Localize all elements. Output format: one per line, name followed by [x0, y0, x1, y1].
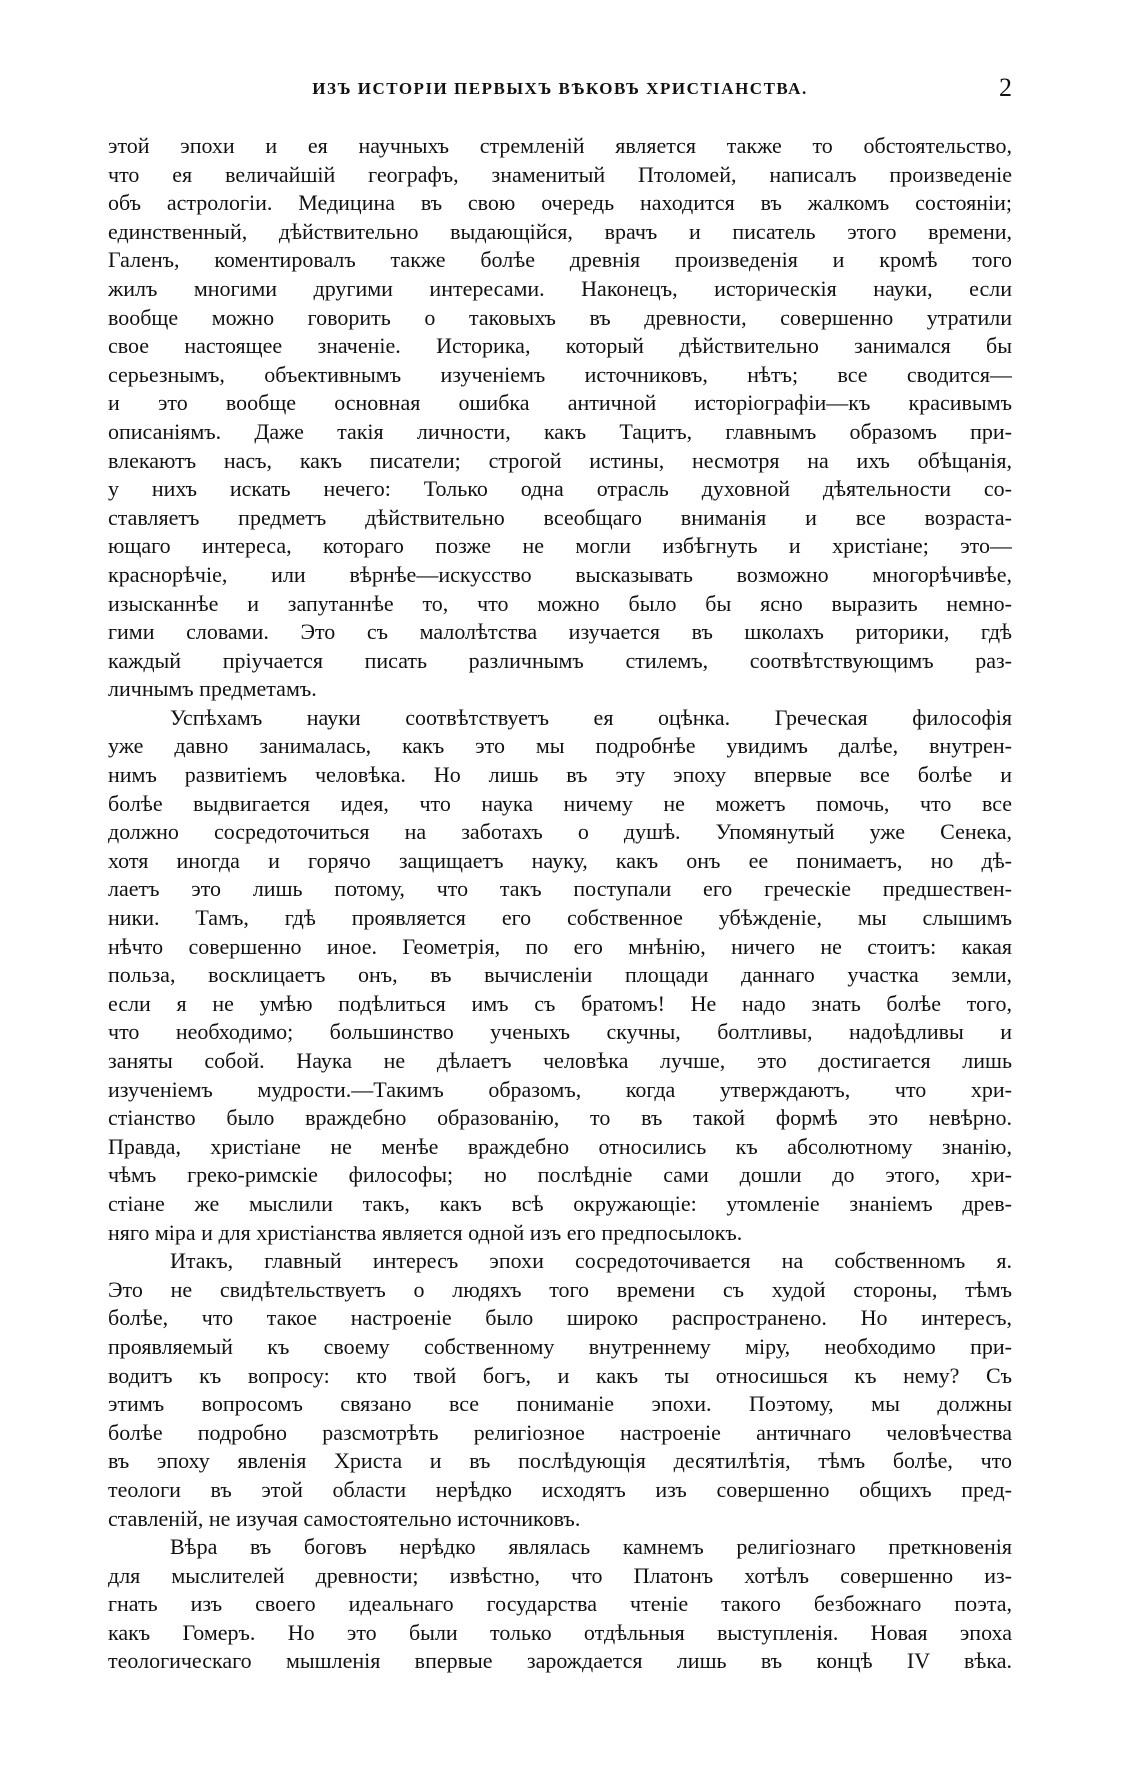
- text-line: свое настоящее значеніе. Историка, который дѣйствительно занимался бы: [108, 333, 1012, 359]
- text-line: что необходимо; большинство ученыхъ скучны, болтливы, надоѣдливы и: [108, 1019, 1012, 1045]
- text-line: для мыслителей древности; извѣстно, что Платонъ хотѣлъ совершенно из-: [108, 1562, 1012, 1588]
- text-line: проявляемый къ своему собственному внутреннему міру, необходимо при-: [108, 1333, 1012, 1359]
- body-text: [108, 132, 1012, 1676]
- text-line: ники. Тамъ, гдѣ проявляется его собственное убѣжденіе, мы слышимъ: [108, 905, 1012, 931]
- text-line: вообще можно говорить о таковыхъ въ древности, совершенно утратили: [108, 304, 1012, 330]
- text-line: хотя иногда и горячо защищаетъ науку, какъ онъ ее понимаетъ, но дѣ-: [108, 847, 1012, 873]
- text-line: нѣчто совершенно иное. Геометрія, по его мнѣнію, ничего не стоитъ: какая: [108, 933, 1012, 959]
- paragraph-1: [108, 132, 1012, 704]
- text-line: гнать изъ своего идеальнаго государства чтеніе такого безбожнаго поэта,: [108, 1591, 1012, 1617]
- paragraph-2: [108, 704, 1012, 1247]
- text-line: ставленій, не изучая самостоятельно источниковъ.: [108, 1505, 581, 1531]
- page-number: 2: [999, 73, 1012, 102]
- text-line: этимъ вопросомъ связано все пониманіе эпохи. Поэтому, мы должны: [108, 1391, 1012, 1417]
- text-line: водитъ къ вопросу: кто твой богъ, и какъ ты относишься къ нему? Съ: [108, 1362, 1012, 1388]
- text-line: Это не свидѣтельствуетъ о людяхъ того времени съ худой стороны, тѣмъ: [108, 1276, 1012, 1302]
- paragraph-3: [108, 1247, 1012, 1533]
- text-line: уже давно занималась, какъ это мы подробнѣе увидимъ далѣе, внутрен-: [108, 733, 1012, 759]
- text-line: Правда, христiане не менѣе враждебно относились къ абсолютному знанію,: [108, 1133, 1012, 1159]
- text-line: у нихъ искать нечего: Только одна отрасль духовной дѣятельности со-: [108, 476, 1012, 502]
- text-line: ставляетъ предметъ дѣйствительно всеобщаго вниманія и все возраста-: [108, 504, 1012, 530]
- text-line: чѣмъ греко-римскіе философы; но послѣдніе сами дошли до этого, хри-: [108, 1162, 1012, 1188]
- text-line: Вѣра въ боговъ нерѣдко являлась камнемъ религіознаго преткновенія: [170, 1534, 1012, 1560]
- running-title: ИЗЪ ИСТОРІИ ПЕРВЫХЪ ВѢКОВЪ ХРИСТІАНСТВА.: [312, 79, 808, 98]
- text-line: Успѣхамъ науки соотвѣтствуетъ ея оцѣнка. Греческая философія: [170, 704, 1012, 730]
- text-line: личнымъ предметамъ.: [108, 676, 317, 702]
- text-line: польза, восклицаетъ онъ, въ вычисленіи площади даннаго участка земли,: [108, 962, 1012, 988]
- text-line: и это вообще основная ошибка античной исторіографіи—къ красивымъ: [108, 390, 1012, 416]
- text-line: если я не умѣю подѣлиться имъ съ братомъ! Не надо знать болѣе того,: [108, 990, 1012, 1016]
- text-line: болѣе, что такое настроеніе было широко распространено. Но интересъ,: [108, 1305, 1012, 1331]
- text-line: что ея величайшій географъ, знаменитый Птоломей, написалъ произведеніе: [108, 161, 1012, 187]
- text-line: болѣе подробно разсмотрѣть религіозное настроеніе античнаго человѣчества: [108, 1419, 1012, 1445]
- text-line: какъ Гомеръ. Но это были только отдѣльныя выступленія. Новая эпоха: [108, 1619, 1012, 1645]
- text-line: въ эпоху явленія Христа и въ послѣдующія десятилѣтія, тѣмъ болѣе, что: [108, 1448, 1012, 1474]
- text-line: Итакъ, главный интересъ эпохи сосредоточивается на собственномъ я.: [170, 1248, 1012, 1274]
- text-line: объ астрологіи. Медицина въ свою очередь находится въ жалкомъ состояніи;: [108, 190, 1012, 216]
- text-line: няго міра и для христiанства является одной изъ его предпосылокъ.: [108, 1219, 743, 1245]
- text-line: серьезнымъ, объективнымъ изученіемъ источниковъ, нѣтъ; все сводится—: [108, 361, 1012, 387]
- text-line: изысканнѣе и запутаннѣе то, что можно было бы ясно выразить немно-: [108, 590, 1012, 616]
- text-line: изученіемъ мудрости.—Такимъ образомъ, когда утверждаютъ, что хри-: [108, 1076, 1012, 1102]
- paragraph-4: [108, 1533, 1012, 1676]
- text-line: Галенъ, коментировалъ также болѣе древнія произведенія и кромѣ того: [108, 247, 1012, 273]
- text-line: описаніямъ. Даже такія личности, какъ Тацитъ, главнымъ образомъ при-: [108, 418, 1012, 444]
- text-line: должно сосредоточиться на заботахъ о душѣ. Упомянутый уже Сенека,: [108, 819, 1012, 845]
- text-line: стіанство было враждебно образованію, то въ такой формѣ это невѣрно.: [108, 1105, 1012, 1131]
- running-head: [108, 73, 1012, 102]
- text-line: единственный, дѣйствительно выдающійся, врачъ и писатель этого времени,: [108, 218, 1012, 244]
- text-line: жилъ многими другими интересами. Наконецъ, историческія науки, если: [108, 275, 1012, 301]
- text-line: гими словами. Это съ малолѣтства изучается въ школахъ риторики, гдѣ: [108, 619, 1012, 645]
- text-line: влекаютъ насъ, какъ писатели; строгой истины, несмотря на ихъ обѣщанія,: [108, 447, 1012, 473]
- text-line: заняты собой. Наука не дѣлаетъ человѣка лучше, это достигается лишь: [108, 1048, 1012, 1073]
- text-line: краснорѣчіе, или вѣрнѣе—искусство высказывать возможно многорѣчивѣе,: [108, 561, 1012, 587]
- text-line: ющаго интереса, котораго позже не могли избѣгнуть и христiане; это—: [108, 533, 1012, 559]
- text-line: болѣе выдвигается идея, что наука ничему не можетъ помочь, что все: [108, 790, 1012, 816]
- text-line: стіане же мыслили такъ, какъ всѣ окружающіе: утомленіе знаніемъ древ-: [108, 1190, 1012, 1216]
- text-line: лаетъ это лишь потому, что такъ поступали его греческіе предшествен-: [108, 876, 1012, 902]
- text-line: теологическаго мышленія впервые зарождается лишь въ концѣ IV вѣка.: [108, 1648, 1012, 1674]
- text-line: нимъ развитіемъ человѣка. Но лишь въ эту эпоху впервые все болѣе и: [108, 762, 1012, 788]
- text-line: этой эпохи и ея научныхъ стремленій является также то обстоятельство,: [108, 133, 1012, 158]
- text-line: теологи въ этой области нерѣдко исходятъ изъ совершенно общихъ пред-: [108, 1476, 1012, 1502]
- text-line: каждый пріучается писать различнымъ стилемъ, соотвѣтствующимъ раз-: [108, 647, 1012, 673]
